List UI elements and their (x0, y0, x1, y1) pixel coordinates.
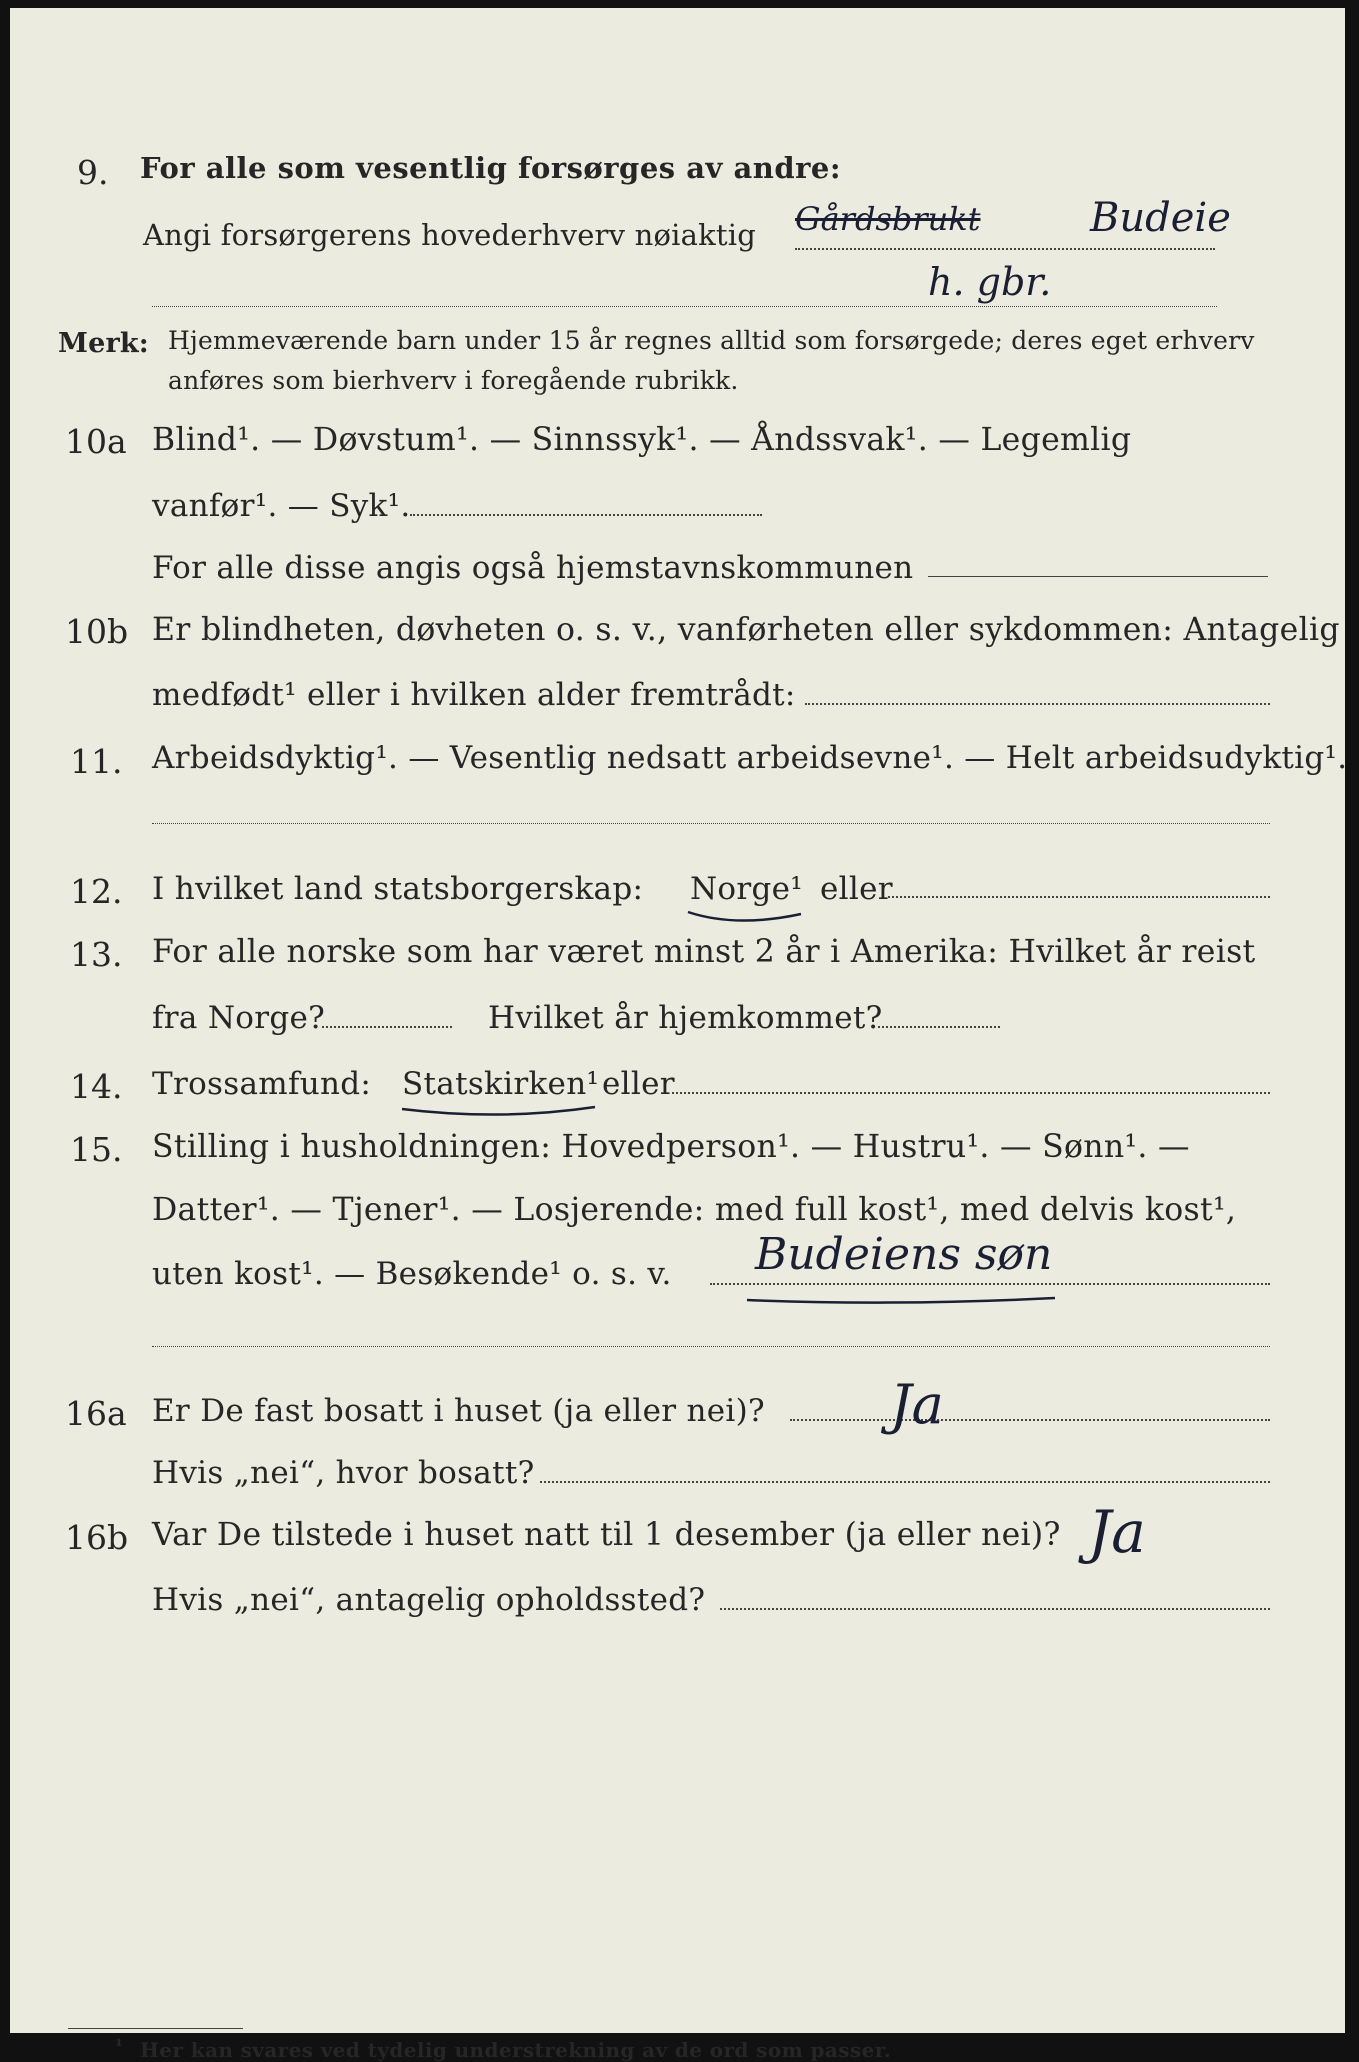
q11-number: 11. (70, 742, 123, 781)
q9-heading: For alle som vesentlig forsørges av andre: (140, 151, 842, 185)
q14-handwritten-underline (400, 1101, 600, 1123)
q10a-line-2: vanfør¹. — Syk¹. (152, 488, 411, 524)
q10b-line-2: medfødt¹ eller i hvilken alder fremtrådt: (152, 677, 796, 713)
q10a-sick-line (410, 514, 762, 516)
q10a-municipality-line (928, 576, 1268, 577)
q10b-age-line (805, 703, 1270, 705)
footnote-rule (68, 2028, 243, 2029)
q11-answer-line (152, 823, 1270, 824)
q16a-line-1: Er De fast bosatt i huset (ja eller nei)? (152, 1393, 765, 1429)
q10a-line-1: Blind¹. — Døvstum¹. — Sinnssyk¹. — Åndssvak¹. — Legemlig (152, 422, 1132, 458)
q9-handwritten-occupation: Budeie (1090, 195, 1231, 241)
q11-line-1: Arbeidsdyktig¹. — Vesentlig nedsatt arbeidsevne¹. — Helt arbeidsudyktig¹. (152, 740, 1348, 776)
q12-answer-line (888, 896, 1270, 898)
q16b-whereabouts-line (720, 1608, 1270, 1610)
q15-handwritten-position: Budeiens søn (755, 1229, 1053, 1280)
q15-number: 15. (70, 1130, 123, 1169)
q13-left-line (322, 1026, 452, 1028)
q16b-number: 16b (65, 1518, 129, 1557)
q16b-line-1: Var De tilstede i huset natt til 1 desember (ja eller nei)? (152, 1517, 1061, 1553)
q10b-line-1: Er blindheten, døvheten o. s. v., vanførheten eller sykdommen: Antagelig (152, 612, 1340, 648)
q16b-handwritten-answer: Ja (1088, 1498, 1146, 1566)
q10b-number: 10b (65, 612, 129, 651)
q14-question: Trossamfund: (152, 1066, 372, 1102)
q14-eller: eller (602, 1066, 675, 1102)
q15-line-3: uten kost¹. — Besøkende¹ o. s. v. (152, 1256, 672, 1292)
q16a-line-2: Hvis „nei“, hvor bosatt? (152, 1455, 535, 1491)
merk-line-2: anføres som bierhverv i foregående rubrikk. (168, 366, 739, 395)
q12-option-norge: Norge¹ (690, 871, 804, 907)
q13-right-line (878, 1026, 1000, 1028)
q12-handwritten-underline (686, 906, 806, 928)
q12-question: I hvilket land statsborgerskap: (152, 871, 644, 907)
q13-number: 13. (70, 935, 123, 974)
q9-answer-line (795, 248, 1215, 250)
q16b-line-2: Hvis „nei“, antagelig opholdssted? (152, 1582, 706, 1618)
q10a-number: 10a (65, 422, 127, 461)
q15-answer-line (710, 1283, 1270, 1285)
q14-answer-line (672, 1092, 1270, 1094)
q15-second-line (152, 1346, 1270, 1347)
q15-handwritten-underline (745, 1290, 1065, 1310)
q9-handwritten-supplier: h. gbr. (928, 260, 1052, 304)
q15-line-1: Stilling i husholdningen: Hovedperson¹. — Hustru¹. — Sønn¹. — (152, 1129, 1190, 1165)
footnote-mark: ¹ (115, 2036, 123, 2057)
q13-right-label: Hvilket år hjemkommet? (488, 1000, 883, 1036)
q15-line-2: Datter¹. — Tjener¹. — Losjerende: med full kost¹, med delvis kost¹, (152, 1192, 1237, 1228)
q13-line-1: For alle norske som har været minst 2 år i Amerika: Hvilket år reist (152, 934, 1256, 970)
footnote-text: Her kan svares ved tydelig understrekning av de ord som passer. (140, 2038, 892, 2062)
merk-label: Merk: (58, 328, 149, 359)
q16a-where-line (540, 1481, 1270, 1483)
q9-prompt: Angi forsørgerens hovederhverv nøiaktig (143, 218, 756, 252)
q14-number: 14. (70, 1067, 123, 1106)
q12-eller: eller (820, 871, 893, 907)
merk-line-1: Hjemmeværende barn under 15 år regnes alltid som forsørgede; deres eget erhverv (168, 326, 1255, 355)
q9-handwritten-struck: Gårdsbrukt (795, 200, 981, 238)
q13-left-label: fra Norge? (152, 1000, 326, 1036)
q16a-number: 16a (65, 1394, 127, 1433)
q10a-line-3: For alle disse angis også hjemstavnskommunen (152, 550, 914, 586)
q12-number: 12. (70, 872, 123, 911)
census-form-page (10, 8, 1348, 2062)
q14-option-statskirken: Statskirken¹ (402, 1066, 600, 1102)
q9-number: 9. (77, 153, 109, 192)
q16a-answer-line (790, 1419, 1270, 1421)
q16a-handwritten-answer: Ja (890, 1373, 944, 1436)
q9-second-line (152, 306, 1217, 307)
